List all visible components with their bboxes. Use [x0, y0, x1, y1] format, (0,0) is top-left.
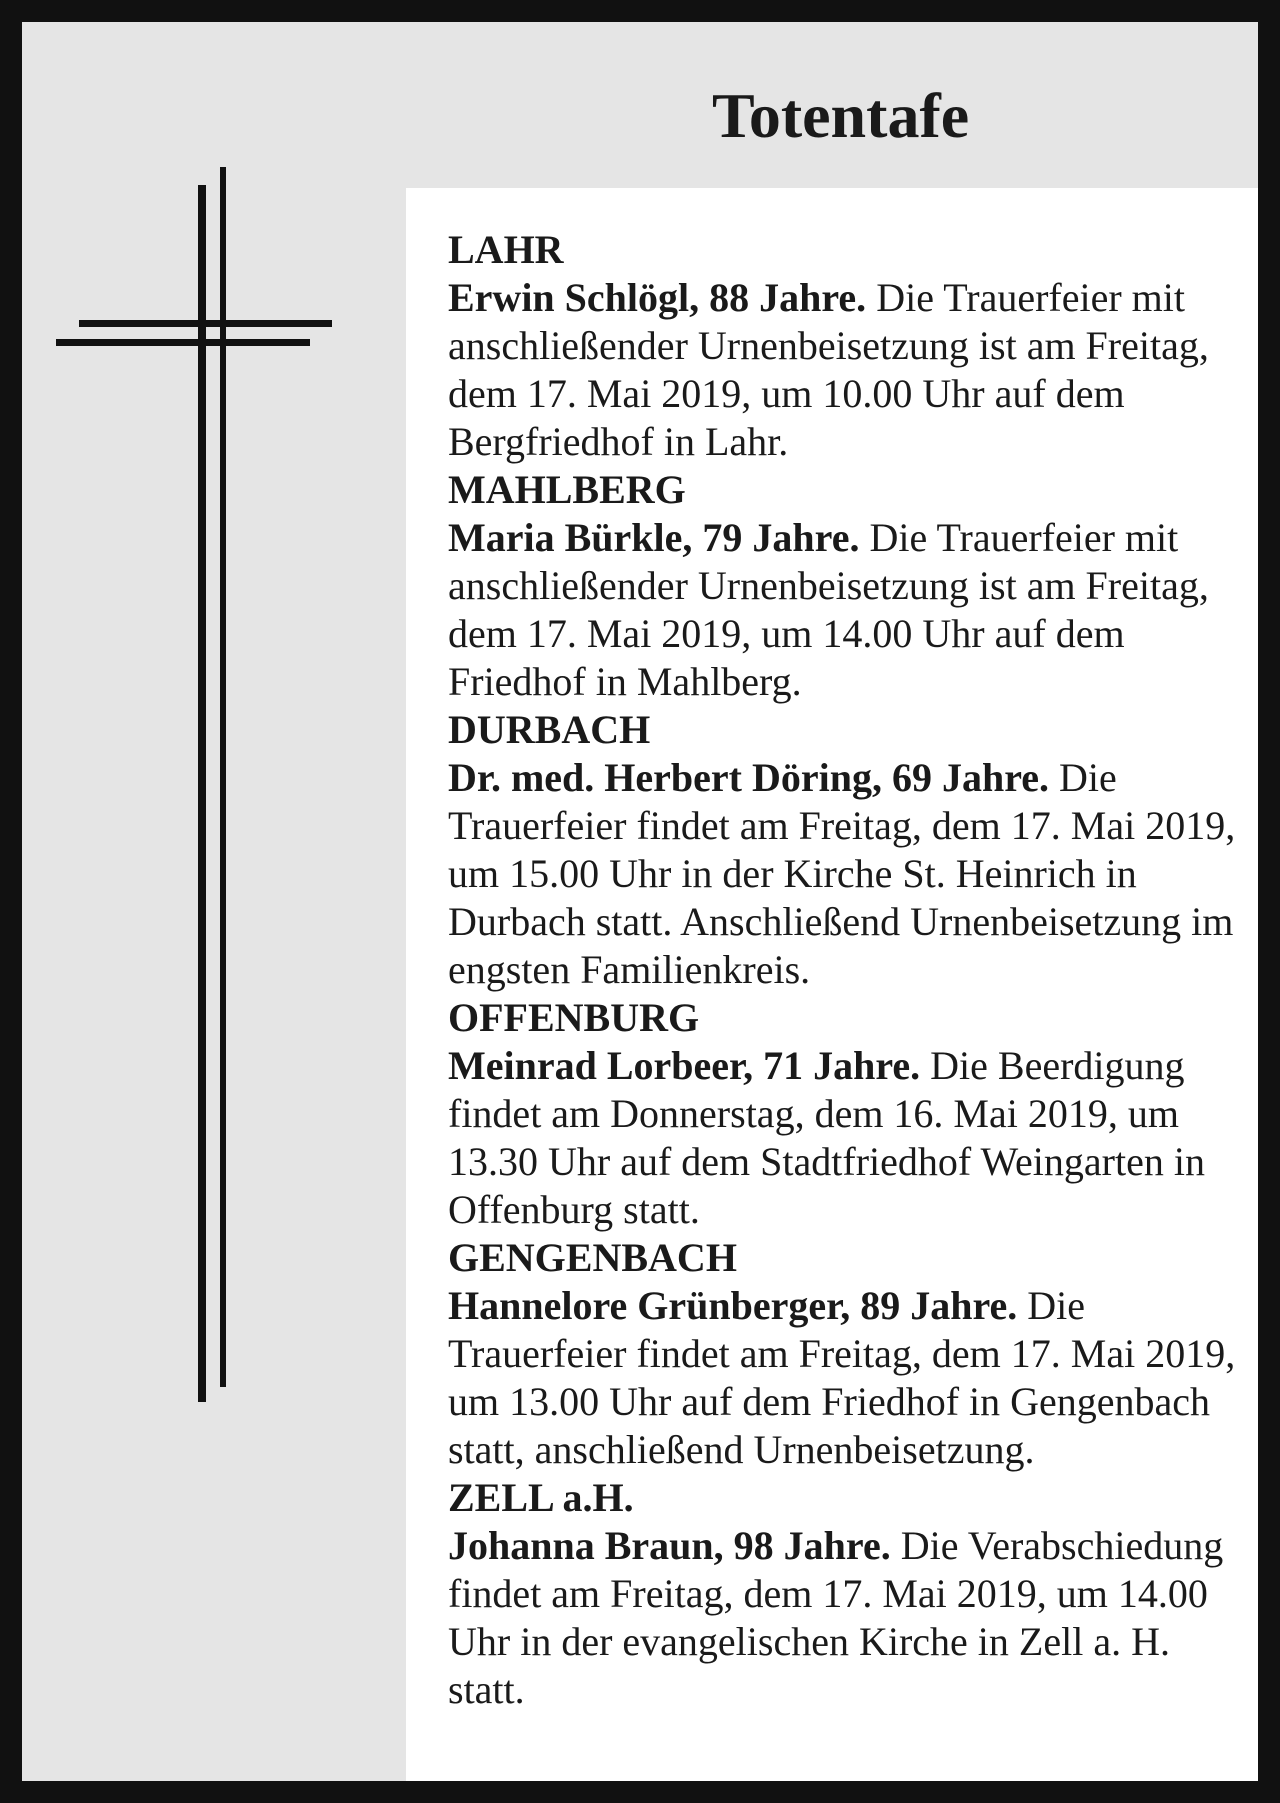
entry-place: ZELL a.H.: [448, 1475, 634, 1520]
entry-text: Die Trauerfeier mit anschließender Urnenbeisetzung ist am Freitag, dem 17. Mai 2019, um 10.00 Uhr auf dem Bergfriedhof in Lahr.: [448, 275, 1209, 464]
cross-icon: [22, 22, 382, 1442]
entry-name: Erwin Schlögl, 88 Jahre.: [448, 275, 867, 320]
entry-text: Die Beerdigung findet am Donnerstag, dem 16. Mai 2019, um 13.30 Uhr auf dem Stadtfriedhof Weingarten in Offenburg statt.: [448, 1043, 1205, 1232]
obituary-entry: [448, 706, 1256, 994]
entry-name: Meinrad Lorbeer, 71 Jahre.: [448, 1043, 921, 1088]
obituary-list: [406, 188, 1280, 1803]
obituary-entry: [448, 1474, 1256, 1714]
cross-vertical-bar-right: [220, 167, 226, 1387]
entry-name: Maria Bürkle, 79 Jahre.: [448, 515, 860, 560]
entry-name: Hannelore Grünberger, 89 Jahre.: [448, 1283, 1018, 1328]
entry-text: Die Trauerfeier mit anschließender Urnenbeisetzung ist am Freitag, dem 17. Mai 2019, um 14.00 Uhr auf dem Friedhof in Mahlberg.: [448, 515, 1209, 704]
obituary-entry: [448, 226, 1256, 466]
entry-text: Die Trauerfeier findet am Freitag, dem 17. Mai 2019, um 13.00 Uhr auf dem Friedhof in Gengenbach statt, anschließend Urnenbeisetzung.: [448, 1283, 1236, 1472]
entry-name: Johanna Braun, 98 Jahre.: [448, 1523, 891, 1568]
page-title: Totentafe: [712, 80, 970, 151]
entry-place: OFFENBURG: [448, 995, 700, 1040]
entry-name: Dr. med. Herbert Döring, 69 Jahre.: [448, 755, 1050, 800]
obituary-entry: [448, 994, 1256, 1234]
obituary-entry: [448, 1234, 1256, 1474]
cross-horizontal-bar-lower: [56, 339, 310, 346]
entry-place: LAHR: [448, 227, 564, 272]
entry-place: DURBACH: [448, 707, 651, 752]
entry-text: Die Verabschiedung findet am Freitag, dem 17. Mai 2019, um 14.00 Uhr in der evangelischen Kirche in Zell a. H. statt.: [448, 1523, 1224, 1712]
cross-horizontal-bar-upper: [79, 320, 332, 327]
cross-vertical-bar-left: [198, 185, 206, 1402]
obituary-entry: [448, 466, 1256, 706]
entry-text: Die Trauerfeier findet am Freitag, dem 17. Mai 2019, um 15.00 Uhr in der Kirche St. Heinrich in Durbach statt. Anschließend Urnenbeisetzung im engsten Familienkreis.: [448, 755, 1236, 992]
entry-place: MAHLBERG: [448, 467, 686, 512]
entry-place: GENGENBACH: [448, 1235, 737, 1280]
